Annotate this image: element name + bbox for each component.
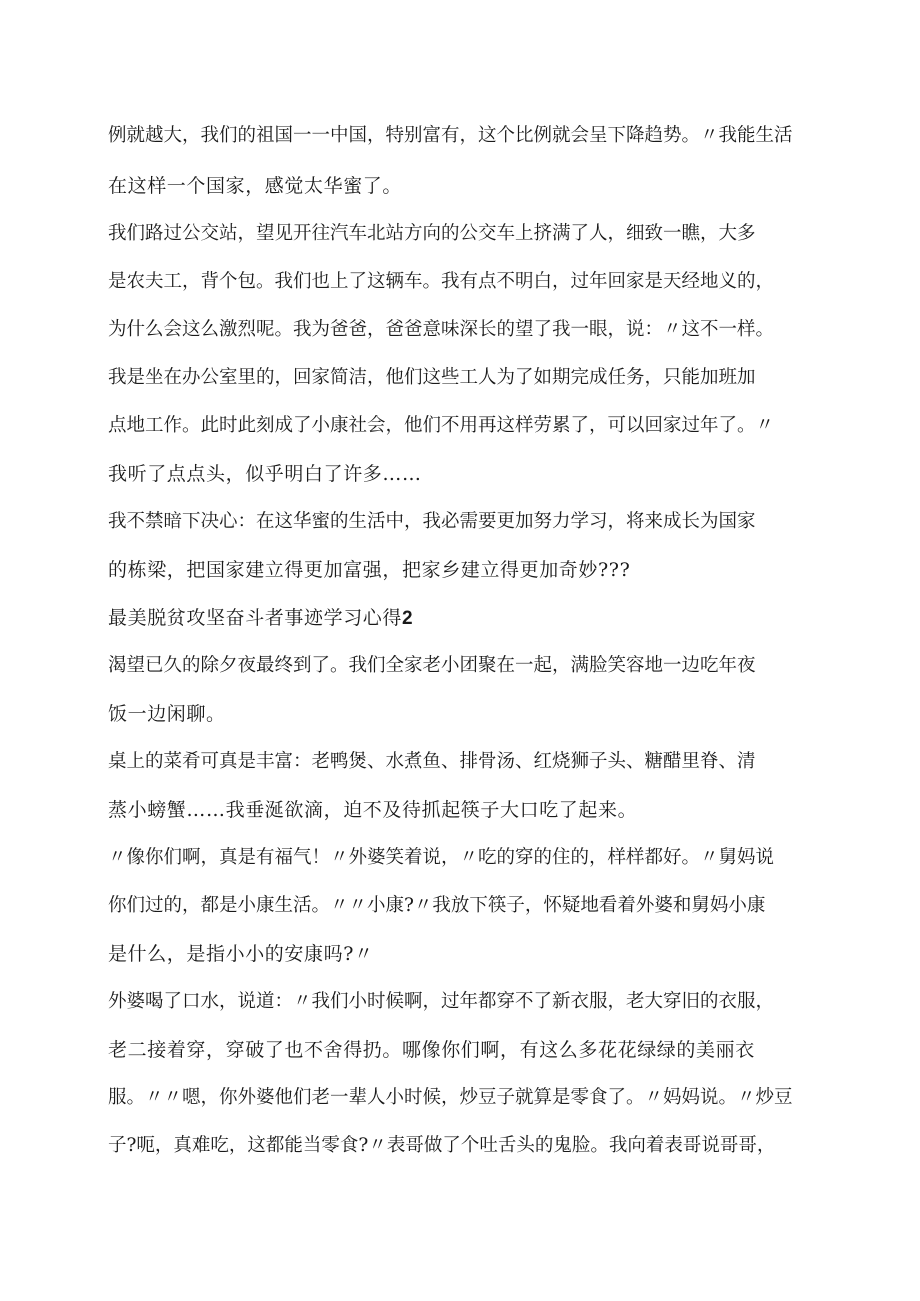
paragraph-line: 我听了点点头，似乎明白了许多……: [108, 463, 422, 485]
paragraph-line: 在这样一个国家，感觉太华蜜了。: [108, 175, 403, 197]
paragraph-line: 桌上的菜肴可真是丰富：老鸭煲、水煮鱼、排骨汤、红烧狮子头、糖醋里脊、清: [108, 751, 756, 772]
paragraph-line: 老二接着穿，穿破了也不舍得扔。哪像你们啊，有这么多花花绿绿的美丽衣: [108, 1039, 755, 1061]
paragraph-line: 你们过的，都是小康生活。〃〃小康?〃我放下筷子，怀疑地看着外婆和舅妈小康: [108, 895, 766, 916]
paragraph-line: 我是坐在办公室里的，回家简洁，他们这些工人为了如期完成任务，只能加班加: [108, 367, 756, 388]
paragraph-line: 是什么，是指小小的安康吗?〃: [108, 943, 374, 965]
paragraph-line: 我不禁暗下决心：在这华蜜的生活中，我必需要更加努力学习，将来成长为国家: [108, 511, 756, 532]
paragraph-line: 例就越大，我们的祖国一一中国，特别富有，这个比例就会呈下降趋势。〃我能生活: [108, 125, 793, 146]
paragraph-line: 蒸小螃蟹……我垂涎欲滴，迫不及待抓起筷子大口吃了起来。: [108, 799, 638, 821]
paragraph-line: 的栋梁，把国家建立得更加富强，把家乡建立得更加奇妙???: [108, 559, 631, 581]
paragraph-line: 〃像你们啊，真是有福气！〃外婆笑着说，〃吃的穿的住的，样样都好。〃舅妈说: [108, 847, 775, 868]
section-heading-number: 2: [402, 608, 414, 629]
paragraph-line: 我们路过公交站，望见开往汽车北站方向的公交车上挤满了人，细致一瞧，大多: [108, 223, 756, 244]
section-heading-text: 最美脱贫攻坚奋斗者事迹学习心得: [108, 607, 403, 629]
paragraph-line: 为什么会这么激烈呢。我为爸爸，爸爸意味深长的望了我一眼，说：〃这不一样。: [108, 319, 775, 340]
paragraph-line: 饭一边闲聊。: [108, 703, 226, 725]
paragraph-line: 服。〃〃嗯，你外婆他们老一辈人小时候，炒豆子就算是零食了。〃妈妈说。〃炒豆: [108, 1087, 793, 1108]
paragraph-line: 渴望已久的除夕夜最终到了。我们全家老小团聚在一起，满脸笑容地一边吃年夜: [108, 655, 756, 676]
paragraph-line: 是农夫工，背个包。我们也上了这辆车。我有点不明白，过年回家是天经地义的，: [108, 271, 775, 292]
paragraph-line: 外婆喝了口水，说道：〃我们小时候啊，过年都穿不了新衣服，老大穿旧的衣服，: [108, 991, 775, 1012]
paragraph-line: 子?呃，真难吃，这都能当零食?〃表哥做了个吐舌头的鬼脸。我向着表哥说哥哥，: [108, 1135, 776, 1156]
section-heading: [108, 606, 808, 631]
paragraph-line: 点地工作。此时此刻成了小康社会，他们不用再这样劳累了，可以回家过年了。〃: [108, 415, 775, 436]
